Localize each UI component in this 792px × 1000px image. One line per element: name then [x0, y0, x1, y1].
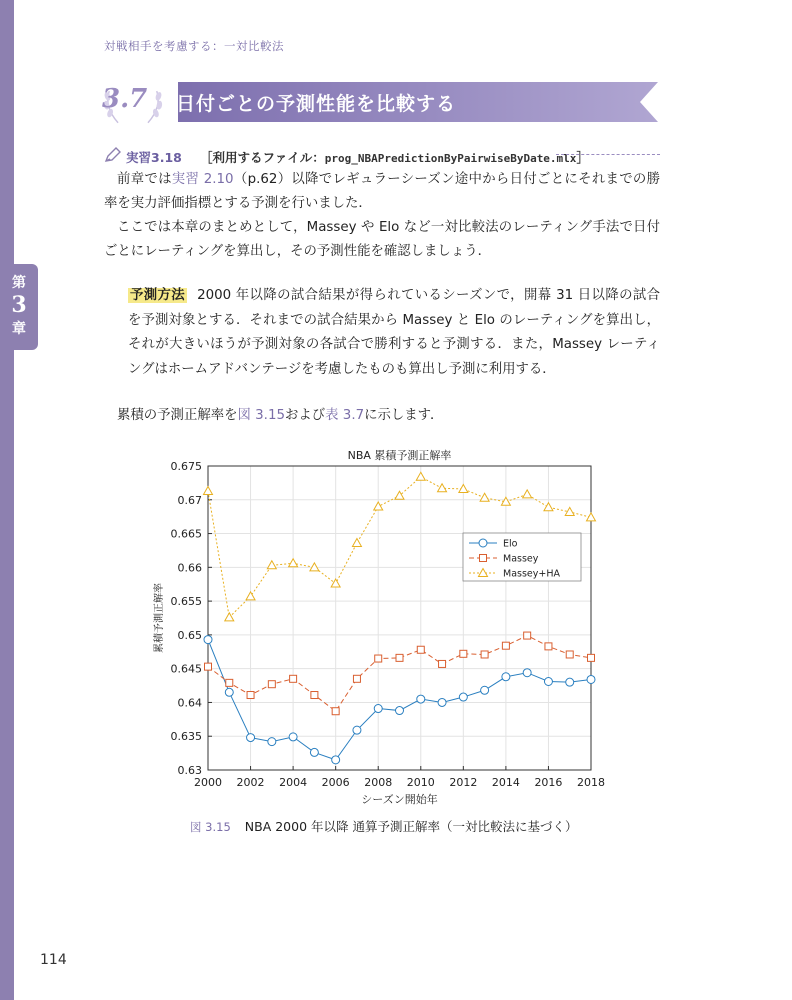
y-axis-label: 累積予測正解率: [154, 583, 165, 653]
running-head: 対戦相手を考慮する：一対比較法: [104, 39, 284, 53]
left-edge-bar: [0, 0, 14, 1000]
x-tick-label: 2000: [194, 776, 222, 789]
massey-point: [460, 650, 467, 657]
exercise-file-prefix: ［利用するファイル：: [200, 150, 325, 165]
x-tick-label: 2014: [491, 776, 520, 789]
elo-point: [544, 678, 552, 686]
paragraph-1: [104, 168, 660, 216]
y-tick-label: 0.645: [170, 662, 202, 676]
plot-area: [208, 466, 591, 770]
elo-point: [587, 675, 595, 683]
elo-point: [289, 733, 297, 741]
massey-point: [480, 555, 487, 562]
elo-point: [481, 686, 489, 694]
chapter-tab: [0, 264, 38, 350]
massey-point: [396, 654, 403, 661]
massey-point: [205, 663, 212, 670]
x-tick-label: 2010: [406, 776, 435, 789]
chart-title: NBA 累積予測正解率: [347, 449, 452, 462]
exercise-rule: [556, 154, 660, 156]
legend-label: Elo: [503, 538, 518, 550]
elo-point: [438, 698, 446, 706]
para3-prefix: 累積の予測正解率を: [117, 408, 238, 423]
massey-point: [417, 646, 424, 653]
exercise-file-name: prog_NBAPredictionByPairwiseByDate.mlx: [324, 152, 577, 165]
y-tick-label: 0.63: [177, 764, 202, 777]
para3-ref1-link[interactable]: 図 3.15: [237, 408, 285, 423]
method-text: 2000 年以降の試合結果が得られているシーズンで，開幕 31 日以降の試合を予測対象とする．それまでの試合結果から Massey と Elo のレーティングを算出し，それが大きいほうが予測対象の各試合で勝利すると予測する．また，Massey レーティングはホームアドバンテージを考慮したものも算出し予測に利用する．: [128, 288, 661, 377]
paragraph-3: [104, 404, 660, 428]
elo-point: [374, 705, 382, 713]
elo-point: [459, 693, 467, 701]
elo-point: [479, 539, 487, 547]
elo-point: [566, 678, 574, 686]
para1-prefix: 前章では: [117, 172, 172, 187]
pencil-icon: [104, 147, 122, 163]
massey-point: [502, 642, 509, 649]
paragraph-2: ここでは本章のまとめとして，Massey や Elo など一対比較法のレーティング手法で日付ごとにレーティングを算出し，その予測性能を確認しましょう．: [104, 220, 660, 259]
method-label: 予測方法: [130, 288, 186, 303]
elo-point: [310, 748, 318, 756]
exercise-file: [200, 148, 589, 166]
elo-point: [523, 669, 531, 677]
elo-point: [396, 707, 404, 715]
massey-point: [311, 692, 318, 699]
y-tick-label: 0.635: [170, 730, 202, 744]
x-axis-label: シーズン開始年: [361, 793, 438, 806]
legend-label: Massey: [503, 553, 539, 565]
method-box: [128, 284, 660, 382]
x-tick-label: 2002: [236, 776, 265, 789]
x-tick-label: 2018: [577, 776, 605, 789]
figure-label: 図 3.15: [190, 820, 231, 834]
para3-suffix: に示します．: [364, 408, 444, 423]
y-tick-label: 0.675: [170, 460, 202, 473]
exercise-file-suffix: ］: [576, 150, 589, 165]
elo-point: [225, 688, 233, 696]
exercise-label: 実習3.18: [126, 150, 182, 165]
elo-point: [353, 726, 361, 734]
massey-point: [226, 679, 233, 686]
para3-mid: および: [284, 408, 326, 423]
massey-point: [290, 675, 297, 682]
elo-point: [502, 673, 510, 681]
y-tick-label: 0.66: [177, 561, 202, 575]
figure-caption: [190, 817, 577, 835]
section-title: 日付ごとの予測性能を比較する: [176, 93, 457, 115]
y-tick-label: 0.67: [177, 493, 202, 507]
elo-point: [417, 695, 425, 703]
para1-ref-link[interactable]: 実習 2.10: [171, 172, 234, 187]
massey-point: [524, 632, 531, 639]
chapter-tab-top: 第: [12, 275, 26, 291]
elo-point: [268, 738, 276, 746]
x-tick-label: 2016: [534, 776, 563, 789]
massey-point: [268, 681, 275, 688]
figure-caption-text: NBA 2000 年以降 通算予測正解率（一対比較法に基づく）: [244, 819, 578, 834]
massey-point: [566, 651, 573, 658]
massey-point: [545, 643, 552, 650]
y-tick-label: 0.64: [177, 696, 202, 710]
legend-label: Massey+HA: [503, 568, 560, 580]
massey-point: [375, 655, 382, 662]
x-tick-label: 2006: [321, 776, 350, 789]
x-tick-label: 2004: [279, 776, 308, 789]
massey-point: [353, 675, 360, 682]
exercise-line: [104, 146, 660, 166]
massey-point: [247, 692, 254, 699]
y-tick-label: 0.665: [170, 527, 202, 541]
massey-point: [481, 651, 488, 658]
para1-rest: （p.62）以降でレギュラーシーズン途中から日付ごとにそれまでの勝率を実力評価指標とする予測を行いました．: [104, 172, 660, 211]
elo-point: [204, 636, 212, 644]
chapter-tab-bottom: 章: [12, 321, 26, 337]
chapter-tab-number: 3: [11, 292, 27, 318]
massey-point: [588, 654, 595, 661]
x-tick-label: 2008: [364, 776, 393, 789]
y-tick-label: 0.65: [177, 628, 202, 642]
elo-point: [332, 756, 340, 764]
section-number: 3.7: [102, 84, 148, 114]
page-number: 114: [40, 952, 67, 968]
elo-point: [247, 734, 255, 742]
massey-point: [332, 708, 339, 715]
x-tick-label: 2012: [449, 776, 478, 789]
accuracy-line-chart: [148, 444, 618, 814]
para3-ref2-link[interactable]: 表 3.7: [325, 408, 365, 423]
massey-point: [439, 660, 446, 667]
y-tick-label: 0.655: [170, 595, 202, 609]
